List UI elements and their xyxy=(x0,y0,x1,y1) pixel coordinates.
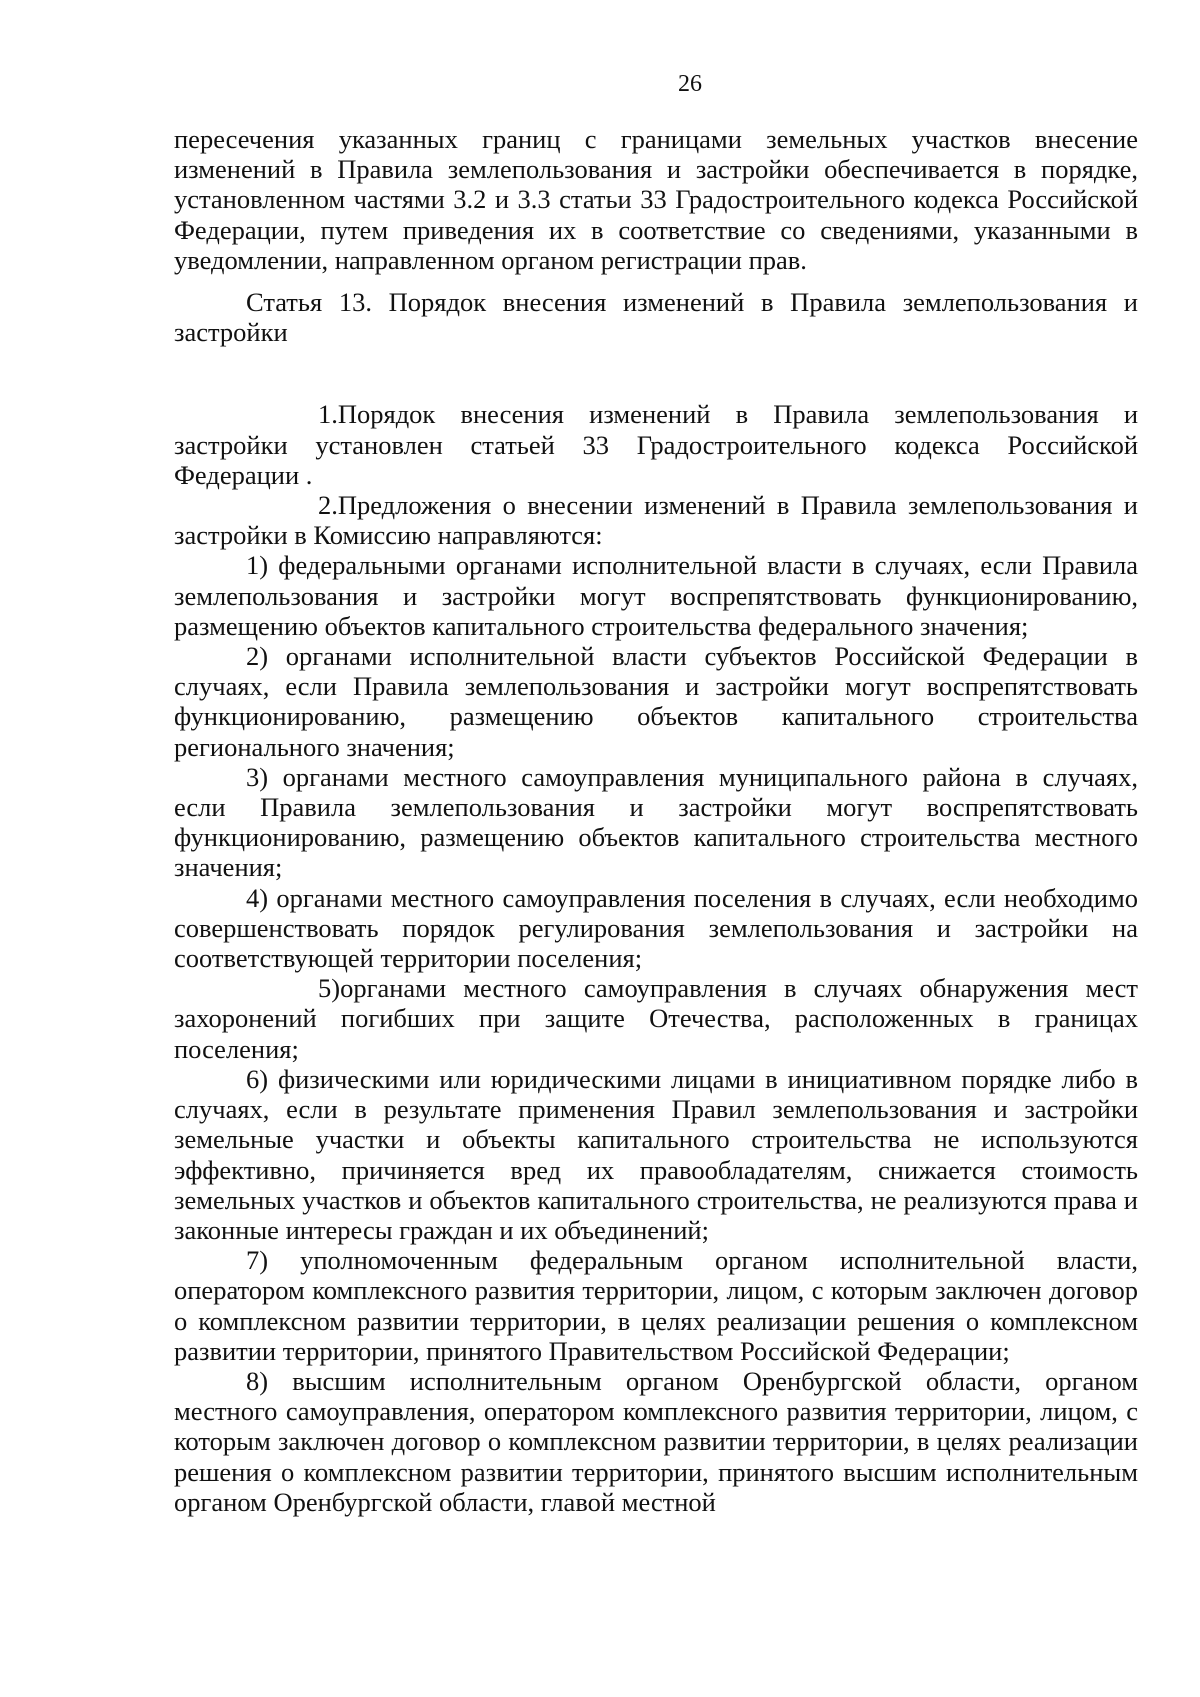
list-item-number: 2. xyxy=(318,490,338,521)
sub-item-number: 5) xyxy=(318,973,341,1004)
sub-item-7 xyxy=(174,1245,1138,1366)
sub-item-3 xyxy=(174,762,1138,883)
sub-item-text: органами местного самоуправления в случаях обнаружения мест захоронений погибших при защите Отечества, расположенных в границах поселения; xyxy=(174,973,1138,1064)
sub-item-number: 7) xyxy=(246,1245,269,1276)
sub-item-number: 8) xyxy=(246,1365,269,1396)
sub-item-number: 6) xyxy=(246,1063,269,1094)
sub-item-number: 1) xyxy=(246,550,269,581)
sub-item-1 xyxy=(174,550,1138,641)
intro-paragraph: пересечения указанных границ с границами земельных участков внесение изменений в Правила землепользования и застройки обеспечивается в порядке, установленном частями 3.2 и 3.3 статьи 33 Градостроительного кодекса Российской Федерации, путем приведения их в соответствие со сведениями, указанными в уведомлении, направленном органом регистрации прав. xyxy=(174,124,1138,275)
page-number: 26 xyxy=(678,71,702,97)
sub-item-8 xyxy=(174,1366,1138,1517)
sub-item-6 xyxy=(174,1064,1138,1245)
list-item-1 xyxy=(174,399,1138,490)
sub-item-text: физическими или юридическими лицами в инициативном порядке либо в случаях, если в результате применения Правил землепользования и застройки земельные участки и объекты капитального строительства не используются эффективно, причиняется вред их правообладателям, снижается стоимость земельных участков и объектов капитального строительства, не реализуются права и законные интересы граждан и их объединений; xyxy=(174,1063,1139,1245)
sub-item-text: федеральными органами исполнительной власти в случаях, если Правила землепользования и застройки могут воспрепятствовать функционированию, размещению объектов капитального строительства федерального значения; xyxy=(174,550,1138,641)
sub-item-text: высшим исполнительным органом Оренбургской области, органом местного самоуправления, оператором комплексного развития территории, лицом, с которым заключен договор о комплексном развитии территории, в целях реализации решения о комплексном развитии территории, принятого высшим исполнительным органом Оренбургской области, главой местной xyxy=(174,1365,1139,1517)
sub-item-4 xyxy=(174,883,1138,974)
sub-item-number: 2) xyxy=(246,641,269,672)
article-title: Статья 13. Порядок внесения изменений в Правила землепользования и застройки xyxy=(174,287,1138,348)
sub-item-text: органами исполнительной власти субъектов Российской Федерации в случаях, если Правила землепользования и застройки могут воспрепятствовать функционированию, размещению объектов капитального строительства регионального значения; xyxy=(174,641,1139,762)
sub-item-number: 4) xyxy=(246,882,269,913)
sub-item-2 xyxy=(174,641,1138,762)
list-item-text: Порядок внесения изменений в Правила землепользования и застройки установлен статьей 33 Градостроительного кодекса Российской Федерации . xyxy=(174,399,1138,490)
sub-item-text: уполномоченным федеральным органом исполнительной власти, оператором комплексного развития территории, лицом, с которым заключен договор о комплексном развитии территории, в целях реализации решения о комплексном развитии территории, принятого Правительством Российской Федерации; xyxy=(174,1245,1138,1366)
list-item-2 xyxy=(174,490,1138,550)
list-item-text: Предложения о внесении изменений в Правила землепользования и застройки в Комиссию направляются: xyxy=(174,490,1138,551)
sub-item-5 xyxy=(174,973,1138,1064)
document-body xyxy=(174,124,1138,1517)
list-item-number: 1. xyxy=(318,399,338,430)
sub-item-text: органами местного самоуправления поселения в случаях, если необходимо совершенствовать порядок регулирования землепользования и застройки на соответствующей территории поселения; xyxy=(174,882,1138,974)
sub-item-text: органами местного самоуправления муниципального района в случаях, если Правила землепользования и застройки могут воспрепятствовать функционированию, размещению объектов капитального строительства местного значения; xyxy=(174,761,1138,883)
sub-item-number: 3) xyxy=(246,761,269,792)
